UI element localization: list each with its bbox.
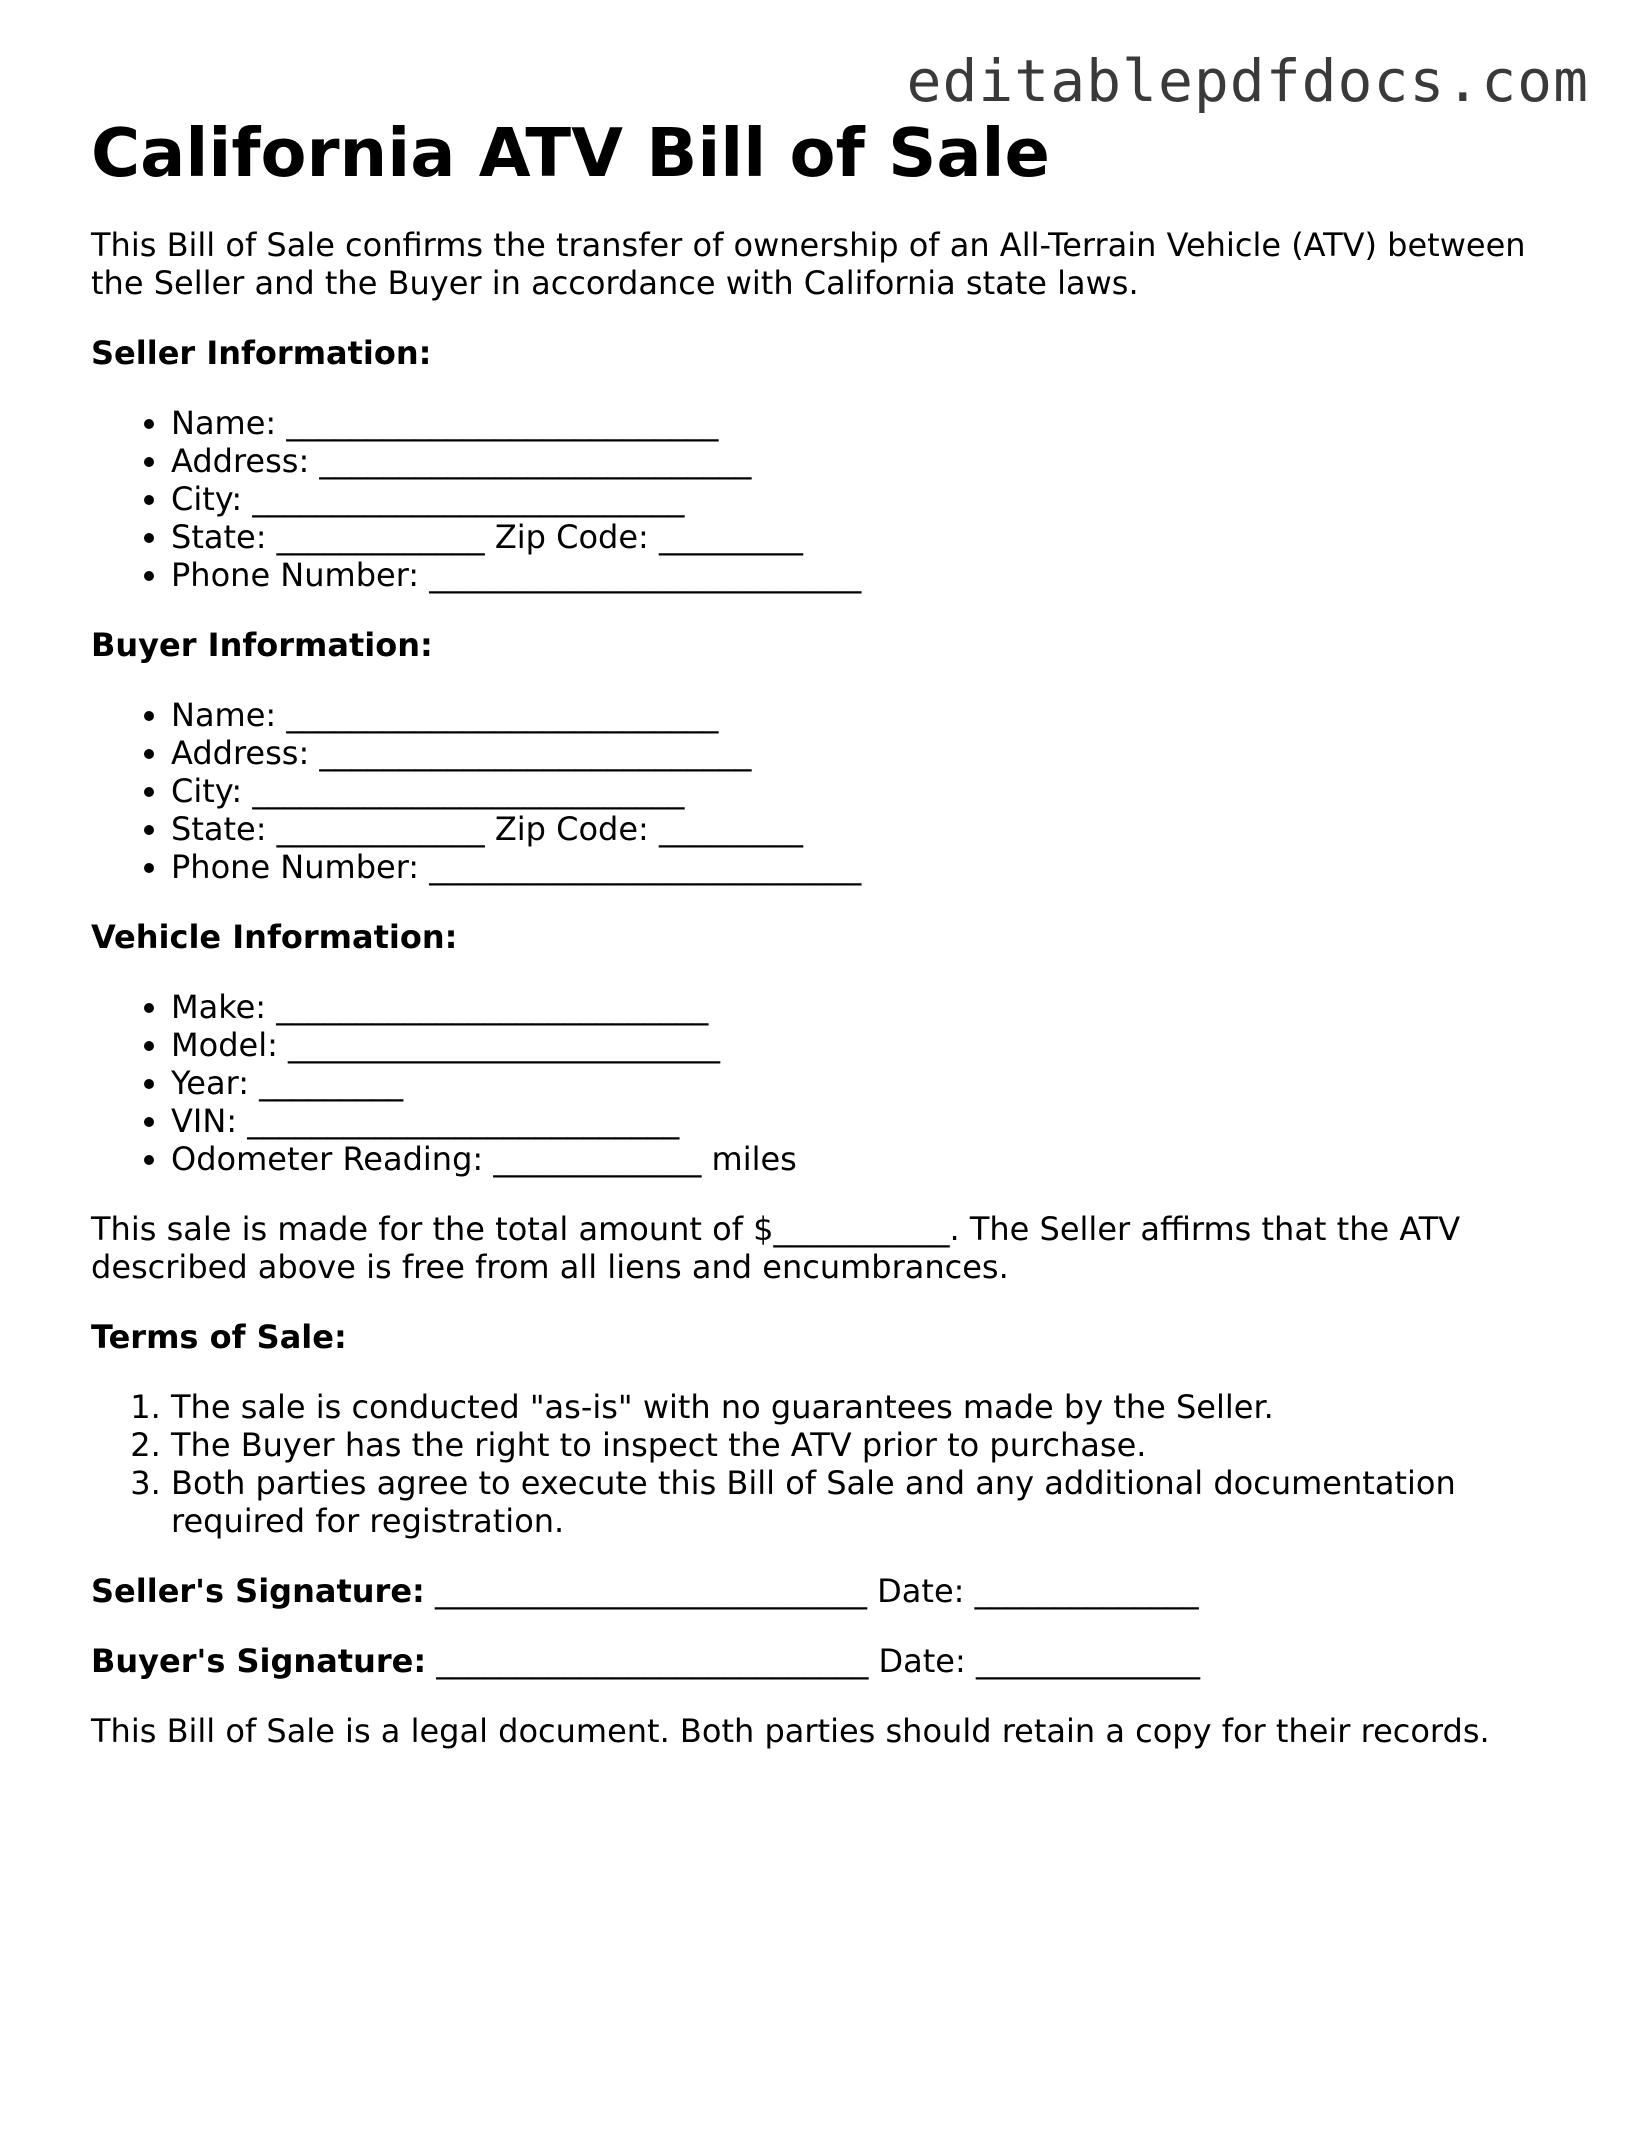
seller-list <box>91 404 1561 594</box>
vehicle-year-field[interactable]: • Year: _________ <box>171 1064 1561 1102</box>
vehicle-heading: Vehicle Information: <box>91 918 458 956</box>
vehicle-odometer-field[interactable]: • Odometer Reading: _____________ miles <box>171 1140 1561 1178</box>
vehicle-vin-field[interactable]: • VIN: ___________________________ <box>171 1102 1561 1140</box>
terms-heading: Terms of Sale: <box>91 1318 347 1356</box>
buyer-heading: Buyer Information: <box>91 626 433 664</box>
vehicle-make-field[interactable]: • Make: ___________________________ <box>171 988 1561 1026</box>
buyer-list <box>91 696 1561 886</box>
vehicle-list <box>91 988 1561 1178</box>
buyer-signature-label: Buyer's Signature: <box>91 1642 427 1680</box>
buyer-name-field[interactable]: • Name: ___________________________ <box>171 696 1561 734</box>
term-item: 1. The sale is conducted "as-is" with no guarantees made by the Seller. <box>171 1388 1561 1426</box>
seller-address-field[interactable]: • Address: ___________________________ <box>171 442 1561 480</box>
terms-list <box>91 1388 1561 1540</box>
closing-paragraph: This Bill of Sale is a legal document. Both parties should retain a copy for their records. <box>91 1712 1490 1750</box>
buyer-signature-line[interactable] <box>91 1642 1561 1680</box>
sale-amount-paragraph[interactable]: This sale is made for the total amount of $___________. The Seller affirms that the ATV described above is free from all liens and encumbrances. <box>91 1210 1461 1286</box>
seller-signature-line[interactable] <box>91 1572 1561 1610</box>
term-item: 2. The Buyer has the right to inspect the ATV prior to purchase. <box>171 1426 1561 1464</box>
watermark: editablepdfdocs.com <box>906 47 1589 115</box>
vehicle-model-field[interactable]: • Model: ___________________________ <box>171 1026 1561 1064</box>
seller-city-field[interactable]: • City: ___________________________ <box>171 480 1561 518</box>
seller-signature-blank[interactable]: ___________________________ Date: ______________ <box>424 1572 1199 1610</box>
seller-signature-label: Seller's Signature: <box>91 1572 425 1610</box>
buyer-state-zip-field[interactable]: • State: _____________ Zip Code: _________ <box>171 810 1561 848</box>
buyer-city-field[interactable]: • City: ___________________________ <box>171 772 1561 810</box>
buyer-signature-blank[interactable]: ___________________________ Date: ______________ <box>426 1642 1200 1680</box>
seller-name-field[interactable]: • Name: ___________________________ <box>171 404 1561 442</box>
seller-heading: Seller Information: <box>91 334 432 372</box>
seller-state-zip-field[interactable]: • State: _____________ Zip Code: _________ <box>171 518 1561 556</box>
document-page <box>91 108 1561 1750</box>
term-item: 3. Both parties agree to execute this Bill of Sale and any additional documentation required for registration. <box>171 1464 1561 1540</box>
buyer-address-field[interactable]: • Address: ___________________________ <box>171 734 1561 772</box>
intro-paragraph: This Bill of Sale confirms the transfer of ownership of an All-Terrain Vehicle (ATV) between the Seller and the Buyer in accordance with California state laws. <box>91 226 1526 302</box>
seller-phone-field[interactable]: • Phone Number: ___________________________ <box>171 556 1561 594</box>
buyer-phone-field[interactable]: • Phone Number: ___________________________ <box>171 848 1561 886</box>
page-title: California ATV Bill of Sale <box>91 114 1050 192</box>
